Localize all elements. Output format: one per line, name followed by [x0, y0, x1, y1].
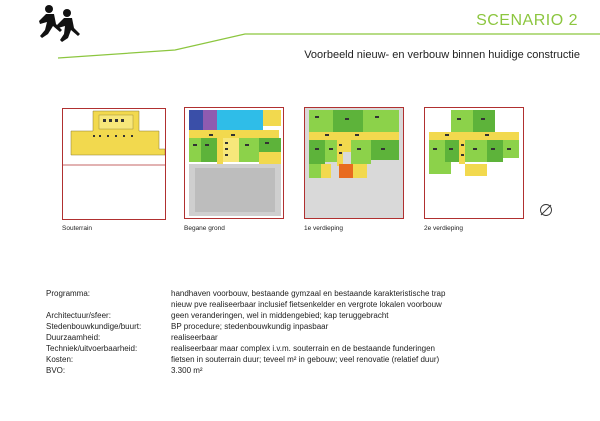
info-row — [46, 289, 445, 300]
info-value: realiseerbaar maar complex i.v.m. souterrain en de bestaande funderingen — [171, 344, 435, 353]
floorplan-2e-verdieping — [424, 107, 524, 219]
info-key: Stedenbouwkundige/buurt: — [46, 322, 142, 331]
scenario-info-table — [46, 289, 445, 377]
plan-label-souterrain: Souterrain — [62, 225, 92, 232]
info-value: nieuw pve realiseerbaar inclusief fietsenkelder en vergrote lokalen voorbouw — [171, 300, 442, 309]
floorplan-begane-grond — [184, 107, 284, 219]
info-key: Techniek/uitvoerbaarheid: — [46, 344, 138, 353]
info-row — [46, 311, 445, 322]
info-row — [46, 322, 445, 333]
info-key — [46, 300, 171, 311]
info-row — [46, 344, 445, 355]
plan-label-2e-verdieping: 2e verdieping — [424, 225, 464, 232]
info-value: geen veranderingen, wel in middengebied; kap teruggebracht — [171, 311, 389, 320]
info-key: BVO: — [46, 366, 66, 375]
info-value: realiseerbaar — [171, 333, 218, 342]
info-row — [46, 366, 445, 377]
info-row — [46, 333, 445, 344]
scenario-title: SCENARIO 2 — [476, 12, 578, 29]
plan-label-begane-grond: Begane grond — [184, 225, 225, 232]
info-key: Duurzaamheid: — [46, 333, 101, 342]
info-key: Architectuur/sfeer: — [46, 311, 111, 320]
info-value: 3.300 m² — [171, 366, 203, 375]
info-key: Programma: — [46, 289, 91, 298]
north-arrow-icon — [539, 203, 553, 217]
info-value: BP procedure; stedenbouwkundig inpasbaar — [171, 322, 329, 331]
floorplan-1e-verdieping — [304, 107, 404, 219]
info-value: handhaven voorbouw, bestaande gymzaal en bestaande karakteristische trap — [171, 289, 446, 298]
info-row — [46, 355, 445, 366]
info-row — [46, 300, 445, 311]
floorplan-souterrain — [62, 108, 166, 220]
info-key: Kosten: — [46, 355, 74, 364]
page-subtitle: Voorbeeld nieuw- en verbouw binnen huidige constructie — [304, 49, 580, 61]
plan-label-1e-verdieping: 1e verdieping — [304, 225, 344, 232]
info-value: fietsen in souterrain duur; teveel m² in gebouw; veel renovatie (relatief duur) — [171, 355, 440, 364]
